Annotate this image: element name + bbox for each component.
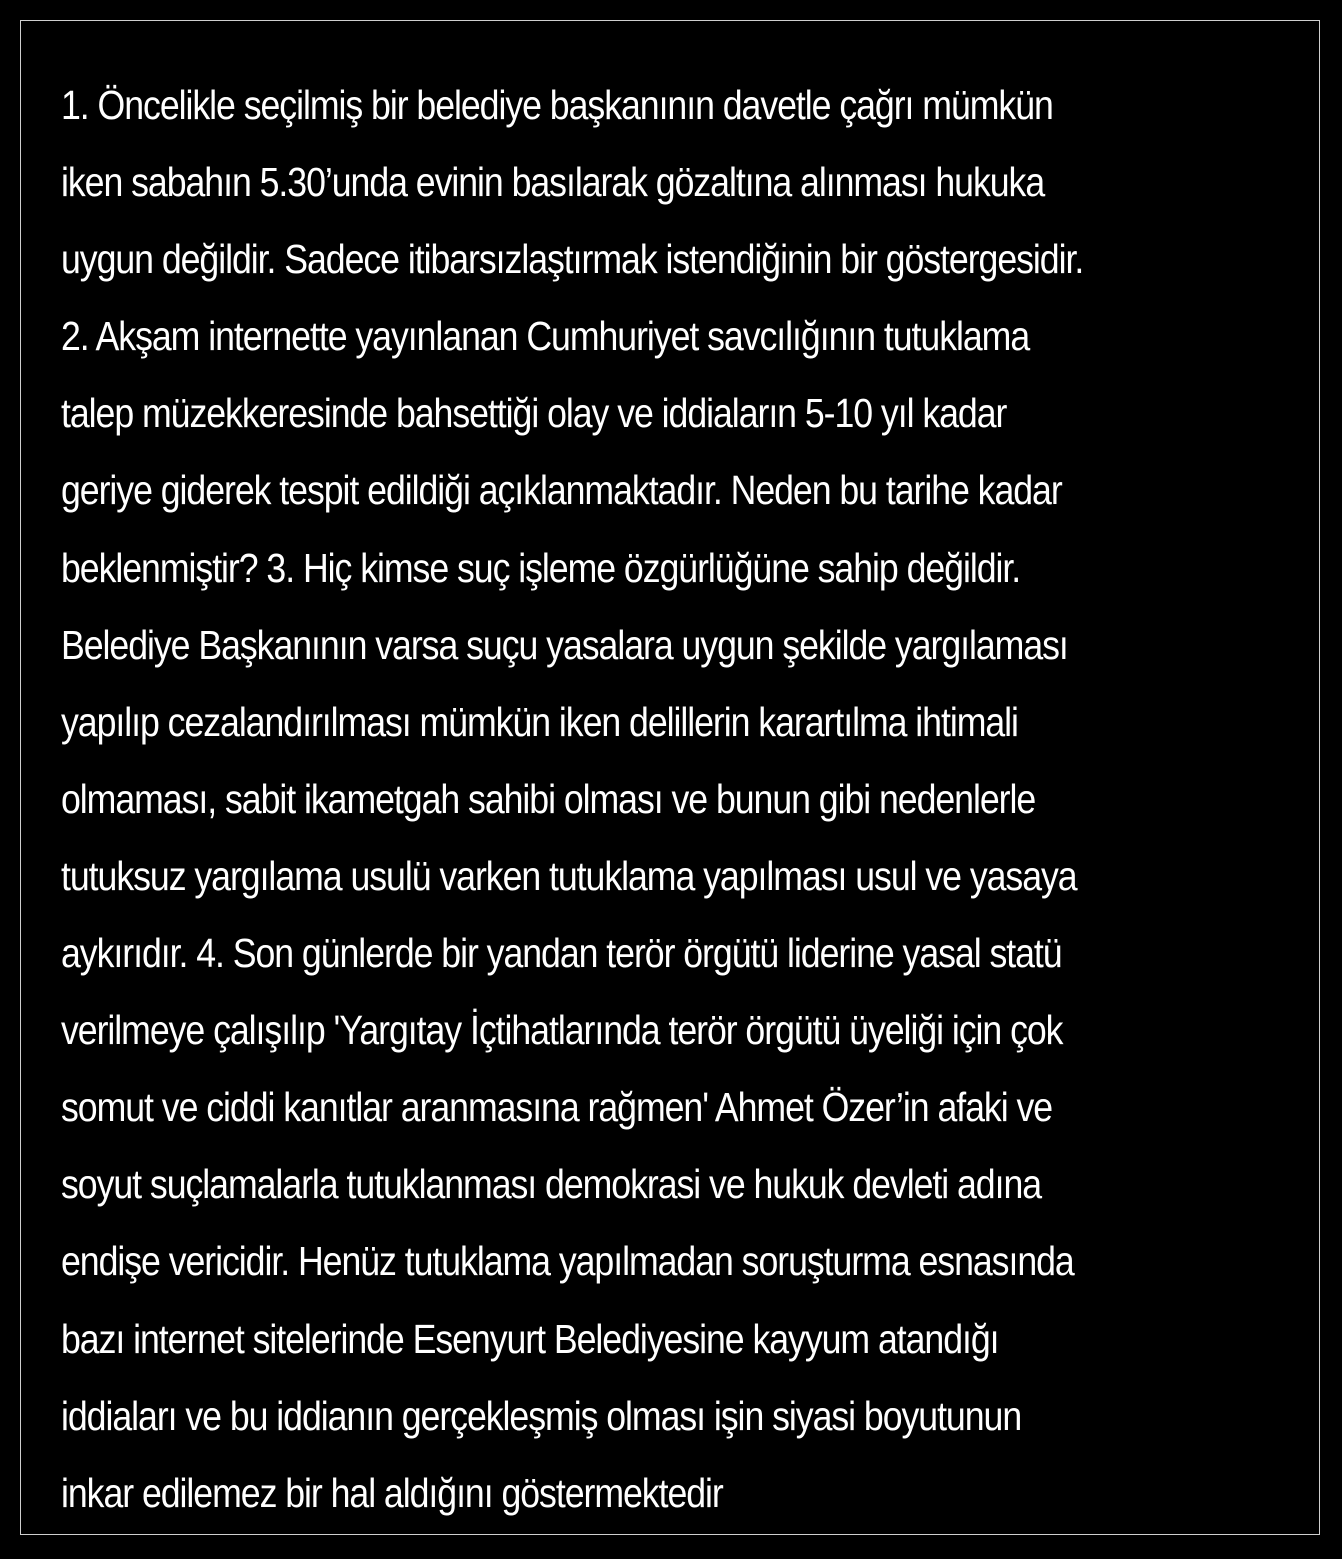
statement-line: iddiaları ve bu iddianın gerçekleşmiş olması işin siyasi boyutunun <box>61 1392 1022 1439</box>
statement-line: 2. Akşam internette yayınlanan Cumhuriyet savcılığının tutuklama <box>61 313 1030 360</box>
statement-line: aykırıdır. 4. Son günlerde bir yandan terör örgütü liderine yasal statü <box>61 930 1062 977</box>
statement-line: inkar edilemez bir hal aldığını göstermektedir <box>61 1469 723 1516</box>
statement-line: talep müzekkeresinde bahsettiği olay ve iddiaların 5-10 yıl kadar <box>61 390 1007 437</box>
statement-line: bazı internet sitelerinde Esenyurt Belediyesine kayyum atandığı <box>61 1315 999 1362</box>
statement-line: endişe vericidir. Henüz tutuklama yapılmadan soruşturma esnasında <box>61 1238 1074 1285</box>
statement-line: uygun değildir. Sadece itibarsızlaştırmak istendiğinin bir göstergesidir. <box>61 236 1084 283</box>
statement-line: somut ve ciddi kanıtlar aranmasına rağmen' Ahmet Özer’in afaki ve <box>61 1084 1053 1131</box>
statement-line: soyut suçlamalarla tutuklanması demokrasi ve hukuk devleti adına <box>61 1161 1042 1208</box>
statement-line: tutuksuz yargılama usulü varken tutuklama yapılması usul ve yasaya <box>61 852 1077 899</box>
statement-text <box>61 67 1149 1532</box>
statement-line: yapılıp cezalandırılması mümkün iken delillerin karartılma ihtimali <box>61 698 1018 745</box>
statement-line: Belediye Başkanının varsa suçu yasalara uygun şekilde yargılaması <box>61 621 1068 668</box>
statement-line: 1. Öncelikle seçilmiş bir belediye başkanının davetle çağrı mümkün <box>61 82 1053 128</box>
statement-line: iken sabahın 5.30’unda evinin basılarak gözaltına alınması hukuka <box>61 159 1045 206</box>
statement-line: beklenmiştir? 3. Hiç kimse suç işleme özgürlüğüne sahip değildir. <box>61 544 1021 591</box>
statement-line: verilmeye çalışılıp 'Yargıtay İçtihatlarında terör örgütü üyeliği için çok <box>61 1007 1063 1054</box>
statement-line: olmaması, sabit ikametgah sahibi olması ve bunun gibi nedenlerle <box>61 775 1036 822</box>
statement-line: geriye giderek tespit edildiği açıklanmaktadır. Neden bu tarihe kadar <box>61 467 1062 514</box>
